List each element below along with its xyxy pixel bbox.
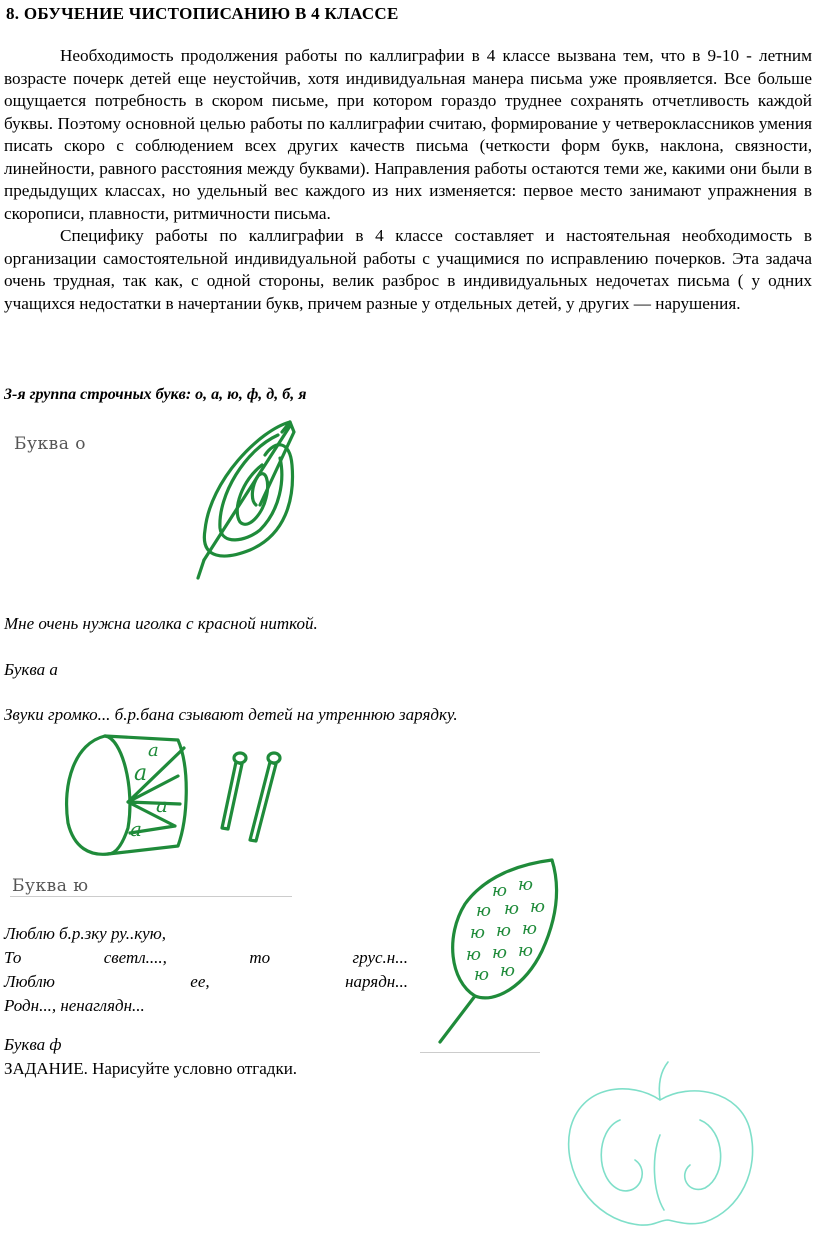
leaf-letter-2: ю — [518, 875, 533, 895]
drum-letter-3: а — [156, 793, 168, 817]
drum-letter-2: а — [134, 761, 148, 786]
leaf-letter-9: ю — [466, 945, 481, 965]
letter-f-label: Буква ф — [4, 1035, 62, 1054]
leaf-letter-11: ю — [518, 941, 533, 961]
group-heading: 3-я группа строчных букв: о, а, ю, ф, д, б, я — [4, 386, 307, 403]
leaf-letter-7: ю — [496, 921, 511, 941]
drum-letter-1: а — [148, 740, 159, 761]
apple-drawing — [560, 1060, 760, 1230]
drum-drawing — [60, 728, 300, 868]
poem-line-4: Родн..., ненаглядн... — [4, 996, 145, 1015]
needle-thread-drawing — [190, 410, 350, 590]
leaf-letter-6: ю — [470, 923, 485, 943]
page-title: 8. ОБУЧЕНИЕ ЧИСТОПИСАНИЮ В 4 КЛАССЕ — [6, 4, 399, 23]
leaf-letter-10: ю — [492, 943, 507, 963]
poem-line-1: Люблю б.р.зку ру..кую, — [4, 924, 166, 943]
drum-letter-4: а — [130, 817, 142, 841]
leaf-drawing — [430, 856, 570, 1056]
letter-a-label: Буква а — [4, 660, 58, 679]
poem-line-2-word-4: грус.н... — [352, 948, 408, 967]
task-text: ЗАДАНИЕ. Нарисуйте условно отгадки. — [4, 1059, 298, 1078]
drum-sentence: Звуки громко... б.р.бана сзывают детей на утреннюю зарядку. — [4, 705, 458, 724]
leaf-letter-4: ю — [504, 899, 519, 919]
leaf-letter-1: ю — [492, 881, 507, 901]
poem-line-3-word-2: ее, — [190, 972, 210, 991]
poem-line-2-word-2: светл...., — [103, 948, 167, 967]
poem-line-3-word-1: Люблю — [4, 972, 55, 991]
caption-divider — [10, 896, 292, 897]
leaf-divider — [420, 1052, 540, 1053]
leaf-letter-3: ю — [476, 901, 491, 921]
leaf-letter-8: ю — [522, 919, 537, 939]
intro-paragraph-block — [4, 45, 812, 315]
paragraph-2: Специфику работы по каллиграфии в 4 классе составляет и настоятельная необходимость в организации самостоятельной индивидуальной работы с учащимися по исправлению почерков. Эта задача очень трудная, так как, с одной стороны, велик разброс в индивидуальных недочетах письма ( у одних учащихся недостатки в начертании букв, причем разные у отдельных детей, у других — нарушения. — [4, 226, 812, 313]
needle-sentence: Мне очень нужна иголка с красной ниткой. — [4, 614, 318, 633]
letter-yu-caption: Буква ю — [12, 876, 89, 896]
poem-line-2-word-3: то — [249, 948, 271, 967]
poem-line-2-word-1: То — [4, 948, 22, 967]
paragraph-1: Необходимость продолжения работы по каллиграфии в 4 классе вызвана тем, что в 9-10 - летним возрасте почерк детей еще неустойчив, хотя индивидуальная манера письма уже проявляется. Все больше ощущается потребность в скором письме, при котором гораздо труднее сохранять отчетливость каждой буквы. Поэтому основной целью работы по каллиграфии считаю, формирование у четвероклассников умения писать скоро с соблюдением всех других качеств письма (четкости форм букв, наклона, связности, линейности, равного расстояния между буквами). Направления работы остаются теми же, какими они были в предыдущих классах, но удельный вес каждого из них изменяется: первое место занимают упражнения в скорописи, плавности, ритмичности письма. — [4, 46, 812, 223]
poem — [4, 922, 408, 1018]
letter-o-caption: Буква о — [14, 434, 86, 454]
leaf-letter-5: ю — [530, 897, 545, 917]
leaf-letter-13: ю — [500, 961, 515, 981]
poem-line-3-word-3: нарядн... — [345, 972, 408, 991]
poem-line-2 — [4, 946, 408, 970]
leaf-letter-12: ю — [474, 965, 489, 985]
poem-line-3 — [4, 970, 408, 994]
